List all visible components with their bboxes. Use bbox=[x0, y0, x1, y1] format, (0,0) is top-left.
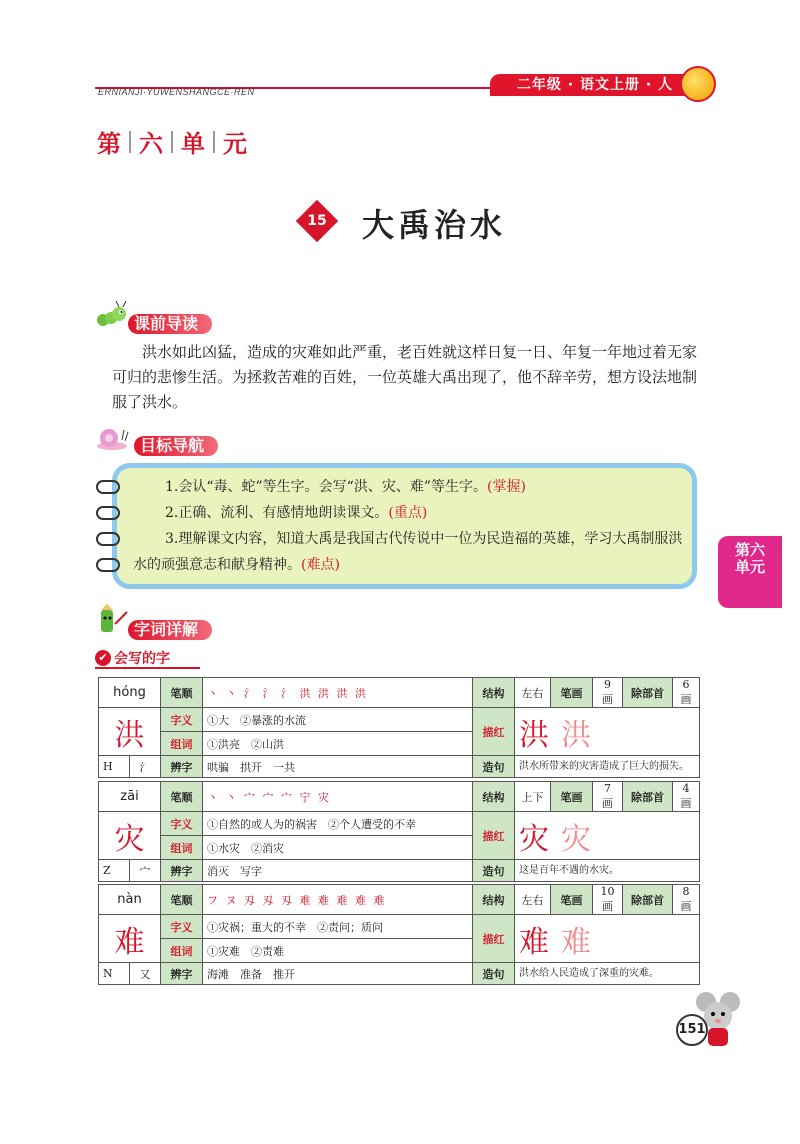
strokes-value: 7 画 bbox=[593, 782, 623, 812]
stroke-order: 丶 丶 宀 宀 宀 宁 灾 bbox=[203, 782, 473, 812]
intro-paragraph: 洪水如此凶猛，造成的灾难如此严重，老百姓就这样日复一日、年复一年地过着无家可归的悲惨生活。为拯救苦难的百姓，一位英雄大禹出现了，他不辞辛劳，想方设法地制服了洪水。 bbox=[112, 343, 698, 411]
sentence: 洪水给人民造成了深重的灾难。 bbox=[515, 963, 700, 985]
trace-char: 难 bbox=[519, 924, 549, 960]
trace-char-light: 难 bbox=[561, 924, 591, 960]
label-stroke-order: 笔顺 bbox=[161, 782, 203, 812]
char-card bbox=[98, 677, 700, 778]
unit-title bbox=[97, 124, 247, 159]
label-meaning: 字义 bbox=[161, 812, 203, 836]
label-trace: 描红 bbox=[473, 812, 515, 860]
goal-text: 2.正确、流利、有感情地朗读课文。 bbox=[165, 505, 389, 521]
pinyin: nàn bbox=[99, 885, 161, 915]
label-sentence: 造句 bbox=[473, 756, 515, 778]
sentence: 洪水所带来的灾害造成了巨大的损失。 bbox=[515, 756, 700, 778]
label-radical: 除部首 bbox=[623, 678, 673, 708]
side-tab-line: 第六 bbox=[734, 541, 765, 559]
big-character: 洪 bbox=[99, 708, 161, 756]
unit-side-tab bbox=[718, 536, 782, 608]
lesson-title: 大禹治水 bbox=[362, 206, 507, 244]
label-words: 组词 bbox=[161, 939, 203, 963]
binder-ring-icon bbox=[96, 558, 120, 572]
subsection-heading bbox=[95, 648, 170, 668]
goal-item bbox=[165, 500, 685, 526]
distinguish: 消灭 写字 bbox=[203, 860, 473, 882]
radical-rest-value: 6 画 bbox=[673, 678, 700, 708]
goal-note: (重点) bbox=[388, 505, 428, 521]
label-distinguish: 辨字 bbox=[161, 860, 203, 882]
label-meaning: 字义 bbox=[161, 708, 203, 732]
goal-text: 1.会认“毒、蛇”等生字。会写“洪、灾、难”等生字。 bbox=[165, 479, 487, 495]
stroke-order: 丶 丶 氵 氵 氵 洪 洪 洪 洪 bbox=[203, 678, 473, 708]
meaning: ①灾祸；重大的不幸 ②责问；质问 bbox=[203, 915, 473, 939]
structure-value: 上下 bbox=[515, 782, 551, 812]
label-sentence: 造句 bbox=[473, 963, 515, 985]
label-words: 组词 bbox=[161, 836, 203, 860]
binder-ring-icon bbox=[96, 532, 120, 546]
label-distinguish: 辨字 bbox=[161, 756, 203, 778]
radical: 宀 bbox=[130, 860, 161, 882]
intro-section-label: 课前导读 bbox=[128, 314, 212, 334]
radical: 氵 bbox=[130, 756, 161, 778]
radical-rest-value: 8 画 bbox=[673, 885, 700, 915]
label-stroke-order: 笔顺 bbox=[161, 678, 203, 708]
unit-char: 单 bbox=[181, 130, 205, 158]
pinyin: zāi bbox=[99, 782, 161, 812]
unit-char: 元 bbox=[223, 130, 247, 158]
distinguish: 哄骗 拱开 一共 bbox=[203, 756, 473, 778]
header-grade-band: 二年级 · 语文上册 · 人 bbox=[490, 74, 700, 96]
big-character: 灾 bbox=[99, 812, 161, 860]
trace-area bbox=[515, 812, 700, 860]
label-radical: 除部首 bbox=[623, 782, 673, 812]
big-character: 难 bbox=[99, 915, 161, 963]
label-structure: 结构 bbox=[473, 782, 515, 812]
meaning: ①大 ②暴涨的水流 bbox=[203, 708, 473, 732]
unit-char: 第 bbox=[97, 130, 121, 158]
char-card bbox=[98, 884, 700, 985]
goal-note: (难点) bbox=[301, 557, 340, 573]
lesson-number: 15 bbox=[307, 213, 327, 229]
label-distinguish: 辨字 bbox=[161, 963, 203, 985]
meaning: ①自然的或人为的祸害 ②个人遭受的不幸 bbox=[203, 812, 473, 836]
label-trace: 描红 bbox=[473, 915, 515, 963]
header-pinyin-text: ERNIANJI·YUWENSHANGCE·REN bbox=[98, 87, 255, 97]
strokes-value: 9 画 bbox=[593, 678, 623, 708]
check-icon: ✔ bbox=[95, 650, 111, 666]
label-strokes: 笔画 bbox=[551, 885, 593, 915]
label-sentence: 造句 bbox=[473, 860, 515, 882]
binder-ring-icon bbox=[96, 480, 120, 494]
structure-value: 左右 bbox=[515, 678, 551, 708]
trace-area bbox=[515, 708, 700, 756]
words: ①灾难 ②责难 bbox=[203, 939, 473, 963]
page-number: 151 bbox=[676, 1014, 708, 1046]
radical: 又 bbox=[130, 963, 161, 985]
pinyin: hóng bbox=[99, 678, 161, 708]
index-letter: H bbox=[99, 756, 130, 778]
label-words: 组词 bbox=[161, 732, 203, 756]
goals-section-label: 目标导航 bbox=[134, 436, 218, 456]
subsection-label: 会写的字 bbox=[114, 651, 170, 667]
label-trace: 描红 bbox=[473, 708, 515, 756]
subsection-underline bbox=[95, 667, 200, 669]
goal-item bbox=[133, 526, 688, 578]
trace-char: 灾 bbox=[519, 821, 549, 857]
unit-char: 六 bbox=[139, 130, 163, 158]
label-structure: 结构 bbox=[473, 885, 515, 915]
words: ①水灾 ②消灾 bbox=[203, 836, 473, 860]
trace-char-light: 灾 bbox=[561, 821, 591, 857]
label-meaning: 字义 bbox=[161, 915, 203, 939]
vocab-section-label: 字词详解 bbox=[128, 620, 212, 640]
radical-rest-value: 4 画 bbox=[673, 782, 700, 812]
trace-char-light: 洪 bbox=[561, 717, 591, 753]
caterpillar-icon bbox=[95, 300, 129, 330]
publisher-logo-icon bbox=[680, 66, 716, 102]
stroke-order: フ ヌ 刄 刄 刄 难 难 难 难 难 bbox=[203, 885, 473, 915]
goal-note: (掌握) bbox=[487, 479, 526, 495]
pencil-character-icon bbox=[95, 604, 129, 634]
trace-area bbox=[515, 915, 700, 963]
sentence: 这是百年不遇的水灾。 bbox=[515, 860, 700, 882]
index-letter: Z bbox=[99, 860, 130, 882]
goal-text: 3.理解课文内容，知道大禹是我国古代传说中一位为民造福的英雄，学习大禹制服洪水的顽强意志和献身精神。 bbox=[133, 531, 683, 573]
label-structure: 结构 bbox=[473, 678, 515, 708]
strokes-value: 10 画 bbox=[593, 885, 623, 915]
structure-value: 左右 bbox=[515, 885, 551, 915]
snail-icon bbox=[95, 422, 129, 452]
side-tab-line: 单元 bbox=[734, 558, 765, 576]
char-card bbox=[98, 781, 700, 882]
index-letter: N bbox=[99, 963, 130, 985]
distinguish: 海滩 准备 推开 bbox=[203, 963, 473, 985]
binder-ring-icon bbox=[96, 506, 120, 520]
label-strokes: 笔画 bbox=[551, 678, 593, 708]
words: ①洪亮 ②山洪 bbox=[203, 732, 473, 756]
label-stroke-order: 笔顺 bbox=[161, 885, 203, 915]
label-strokes: 笔画 bbox=[551, 782, 593, 812]
goal-item bbox=[165, 474, 685, 500]
label-radical: 除部首 bbox=[623, 885, 673, 915]
trace-char: 洪 bbox=[519, 717, 549, 753]
